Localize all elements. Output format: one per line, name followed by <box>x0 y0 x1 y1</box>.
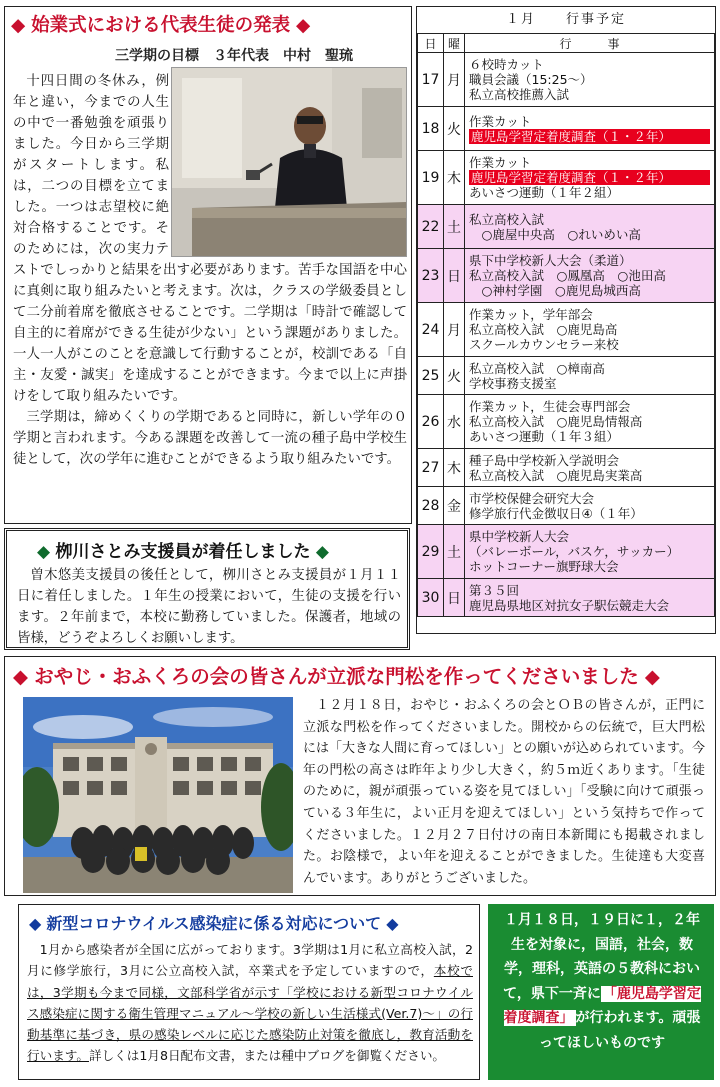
schedule-weekday: 金 <box>444 487 465 525</box>
speech-body <box>13 71 407 470</box>
diamond-icon: ◆ <box>315 542 329 562</box>
support-body <box>17 565 401 649</box>
diamond-icon: ◆ <box>11 15 26 36</box>
diamond-icon: ◆ <box>296 15 311 36</box>
schedule-day: 18 <box>418 107 444 151</box>
schedule-day: 26 <box>418 395 444 449</box>
schedule-day: 24 <box>418 303 444 357</box>
schedule-events <box>465 579 715 617</box>
schedule-row <box>418 357 715 395</box>
kadomatsu-body <box>303 695 705 889</box>
schedule-row <box>418 487 715 525</box>
kadomatsu-photo <box>23 697 293 893</box>
schedule-events <box>465 107 715 151</box>
schedule-events <box>465 249 715 303</box>
covid-text-c: 詳しくは1月8日配布文書，または種中ブログを御覧ください。 <box>88 1048 446 1064</box>
schedule-event: 作業カット <box>469 155 532 170</box>
schedule-col-event: 行 事 <box>465 34 715 53</box>
schedule-event: 鹿児島学習定着度調査（１・２年） <box>469 170 710 185</box>
covid-heading <box>29 911 399 934</box>
covid-text-a: 1月から感染者が全国に広がっております。3学期は1月に私立高校入試，2月に修学旅行，3月に公立高校入試，卒業式を予定していますので， <box>27 942 473 979</box>
schedule-events <box>465 205 715 249</box>
group-photo-image <box>23 697 293 893</box>
schedule-day: 22 <box>418 205 444 249</box>
schedule-row <box>418 579 715 617</box>
schedule-weekday: 水 <box>444 395 465 449</box>
diamond-icon: ◆ <box>644 665 660 688</box>
schedule-event: 県中学校新人大会 <box>469 529 570 544</box>
schedule-events <box>465 151 715 205</box>
schedule-events <box>465 525 715 579</box>
schedule-weekday: 木 <box>444 449 465 487</box>
speech-paragraph: 三学期は，締めくくりの学期であると同時に，新しい学年の０学期と言われます。今ある課題を改善して一流の種子島中学校生徒として，次の学年に進むことができるよう取り組みたいです。 <box>13 410 407 467</box>
diamond-icon: ◆ <box>386 914 399 933</box>
schedule-events <box>465 53 715 107</box>
schedule-weekday: 月 <box>444 53 465 107</box>
kadomatsu-section <box>4 656 716 896</box>
covid-text-b: 本校では，3学期も今まで同様，文部科学省が示す「学校における新型コロナウイルス感染症に関する衛生管理マニュアル～学校の新しい生活様式(Ver.7)～」の行動基準に基づき，県の感染レベルに応じた感染防止対策を徹底し，教育活動を行います。 <box>27 963 473 1064</box>
assessment-highlight: 「鹿児島学習定着度調査」 <box>503 985 701 1026</box>
schedule-event: あいさつ運動（１年２組） <box>469 185 620 200</box>
diamond-icon: ◆ <box>37 542 51 562</box>
schedule-event: 学校事務支援室 <box>469 375 557 391</box>
schedule-day: 30 <box>418 579 444 617</box>
schedule-col-day: 日 <box>418 34 444 53</box>
schedule-event: 修学旅行代金徴収日④（１年） <box>469 505 643 521</box>
kadomatsu-title: おやじ・おふくろの会の皆さんが立派な門松を作ってくださいました <box>34 665 639 688</box>
schedule-event: 私立高校入試 ○鹿児島情報高 <box>469 414 643 429</box>
support-heading <box>37 537 329 562</box>
schedule-event: 私立高校入試 <box>469 211 545 227</box>
schedule-day: 17 <box>418 53 444 107</box>
schedule-row <box>418 449 715 487</box>
schedule-event: 作業カット，生徒会専門部会 <box>469 399 631 414</box>
schedule-event: 私立高校入試 ○鹿児島実業高 <box>469 467 643 483</box>
speech-section <box>4 6 412 524</box>
assessment-notice <box>488 904 714 1080</box>
schedule-event: 私立高校入試 ○樟南高 <box>469 360 605 376</box>
schedule-event: スクールカウンセラー来校 <box>469 337 619 352</box>
schedule-row <box>418 395 715 449</box>
schedule-day: 19 <box>418 151 444 205</box>
speech-paragraph: 十四日間の冬休み，例年と違い，今までの人生の中で一番勉強を頑張りました。今日から三学期がスタートします。私は，二つの目標を立てました。一つは志望校に絶対合格することです。そのためには，次の実力テストでしっかりと結果を出す必要があります。苦手な国語を中心に真剣に取り組みたいと考えます。次は，クラスの学級委員として二分前着席を徹底させることです。二学期は「時計で確認して自主的に着席ができる生徒が少ない」という課題がありました。一人一人がこのことを意識して行動することが，校訓である「自主・友愛・誠実」を達成することができます。今まで以上に声掛けをして取り組みたいです。 <box>13 74 407 404</box>
diamond-icon: ◆ <box>29 914 42 933</box>
schedule-weekday: 火 <box>444 357 465 395</box>
speech-subtitle: 三学期の目標 ３年代表 中村 聖琉 <box>115 48 353 64</box>
assessment-text-c: が行われます。頑張ってほしいものです <box>539 1010 701 1051</box>
schedule-weekday: 土 <box>444 205 465 249</box>
schedule-event: 作業カット <box>469 113 532 129</box>
diamond-icon: ◆ <box>13 665 28 688</box>
covid-paragraph <box>27 939 473 1067</box>
schedule-day: 28 <box>418 487 444 525</box>
schedule-row <box>418 53 715 107</box>
schedule-event: 私立高校入試 ○鳳凰高 ○池田高 <box>469 268 666 283</box>
schedule-event: 作業カット，学年部会 <box>469 307 593 322</box>
schedule-day: 29 <box>418 525 444 579</box>
schedule-events <box>465 487 715 525</box>
schedule-row <box>418 151 715 205</box>
schedule-event: ○神村学園 ○鹿児島城西高 <box>469 283 641 298</box>
schedule-weekday: 木 <box>444 151 465 205</box>
assessment-text <box>498 908 706 1055</box>
schedule-row <box>418 249 715 303</box>
schedule-row <box>418 107 715 151</box>
schedule-event: 鹿児島学習定着度調査（１・２年） <box>469 129 710 144</box>
schedule-event: 種子島中学校新入学説明会 <box>469 452 620 468</box>
schedule-col-dow: 曜 <box>444 34 465 53</box>
kadomatsu-heading <box>13 661 709 689</box>
schedule-weekday: 火 <box>444 107 465 151</box>
schedule-day: 25 <box>418 357 444 395</box>
support-title: 栁川さとみ支援員が着任しました <box>55 542 311 562</box>
covid-title: 新型コロナウイルス感染症に係る対応について <box>46 914 382 933</box>
schedule-event: 職員会議（15:25～） <box>469 72 593 87</box>
speech-title: 始業式における代表生徒の発表 <box>31 15 291 36</box>
schedule-row <box>418 303 715 357</box>
schedule-events <box>465 357 715 395</box>
schedule-day: 23 <box>418 249 444 303</box>
schedule-section <box>416 6 716 634</box>
speech-heading <box>11 11 407 37</box>
covid-section <box>18 904 480 1080</box>
schedule-row <box>418 525 715 579</box>
schedule-title: １月 行事予定 <box>505 12 626 27</box>
support-staff-section <box>4 528 410 650</box>
schedule-event: （バレーボール，バスケ，サッカー） <box>469 544 680 559</box>
schedule-event: 第３５回 <box>469 582 520 598</box>
schedule-event: 私立高校推薦入試 <box>469 87 570 102</box>
schedule-weekday: 日 <box>444 579 465 617</box>
schedule-table <box>417 33 715 617</box>
schedule-event: あいさつ運動（１年３組） <box>469 429 620 444</box>
schedule-weekday: 月 <box>444 303 465 357</box>
assessment-text-a: １月１８日，１９日に１，２年生を対象に，国語，社会，数学，理科，英語の５教科において，県下一斉に <box>503 912 700 1002</box>
covid-body <box>27 939 473 1067</box>
schedule-event: ○鹿屋中央高 ○れいめい高 <box>469 226 641 242</box>
schedule-event: ６校時カット <box>469 57 544 72</box>
schedule-event: 市学校保健会研究大会 <box>469 490 595 506</box>
schedule-weekday: 土 <box>444 525 465 579</box>
support-paragraph: 曽木悠美支援員の後任として，栁川さとみ支援員が１月１１日に着任しました。１年生の授業において，生徒の支援を行います。２年前まで，本校に勤務していました。保護者，地域の皆様，どうぞよろしくお願いします。 <box>17 568 401 646</box>
schedule-events <box>465 449 715 487</box>
schedule-row <box>418 205 715 249</box>
schedule-event: 私立高校入試 ○鹿児島高 <box>469 322 618 337</box>
schedule-events <box>465 303 715 357</box>
schedule-event: 県下中学校新人大会（柔道） <box>469 253 632 268</box>
kadomatsu-paragraph: １２月１８日，おやじ・おふくろの会とＯＢの皆さんが，正門に立派な門松を作ってくださいました。開校からの伝統で，巨大門松には「大きな人間に育ってほしい」との願いが込められています。今年の門松の高さは昨年より少し大きく，約５ｍ近くあります。「生徒のために，親が頑張っている姿を見てほしい」「受験に向けて頑張っている３年生に，よい正月を迎えてほしい」という気持ちで作ってくださいました。１２月２７日付けの南日本新聞にも掲載されました。お陰様で，よい年を迎えることができました。生徒達も大変喜んでいます。ありがとうございました。 <box>303 698 705 886</box>
schedule-events <box>465 395 715 449</box>
schedule-event: ホットコーナー旗野球大会 <box>469 559 619 574</box>
schedule-day: 27 <box>418 449 444 487</box>
schedule-event: 鹿児島県地区対抗女子駅伝競走大会 <box>469 597 670 613</box>
schedule-weekday: 日 <box>444 249 465 303</box>
